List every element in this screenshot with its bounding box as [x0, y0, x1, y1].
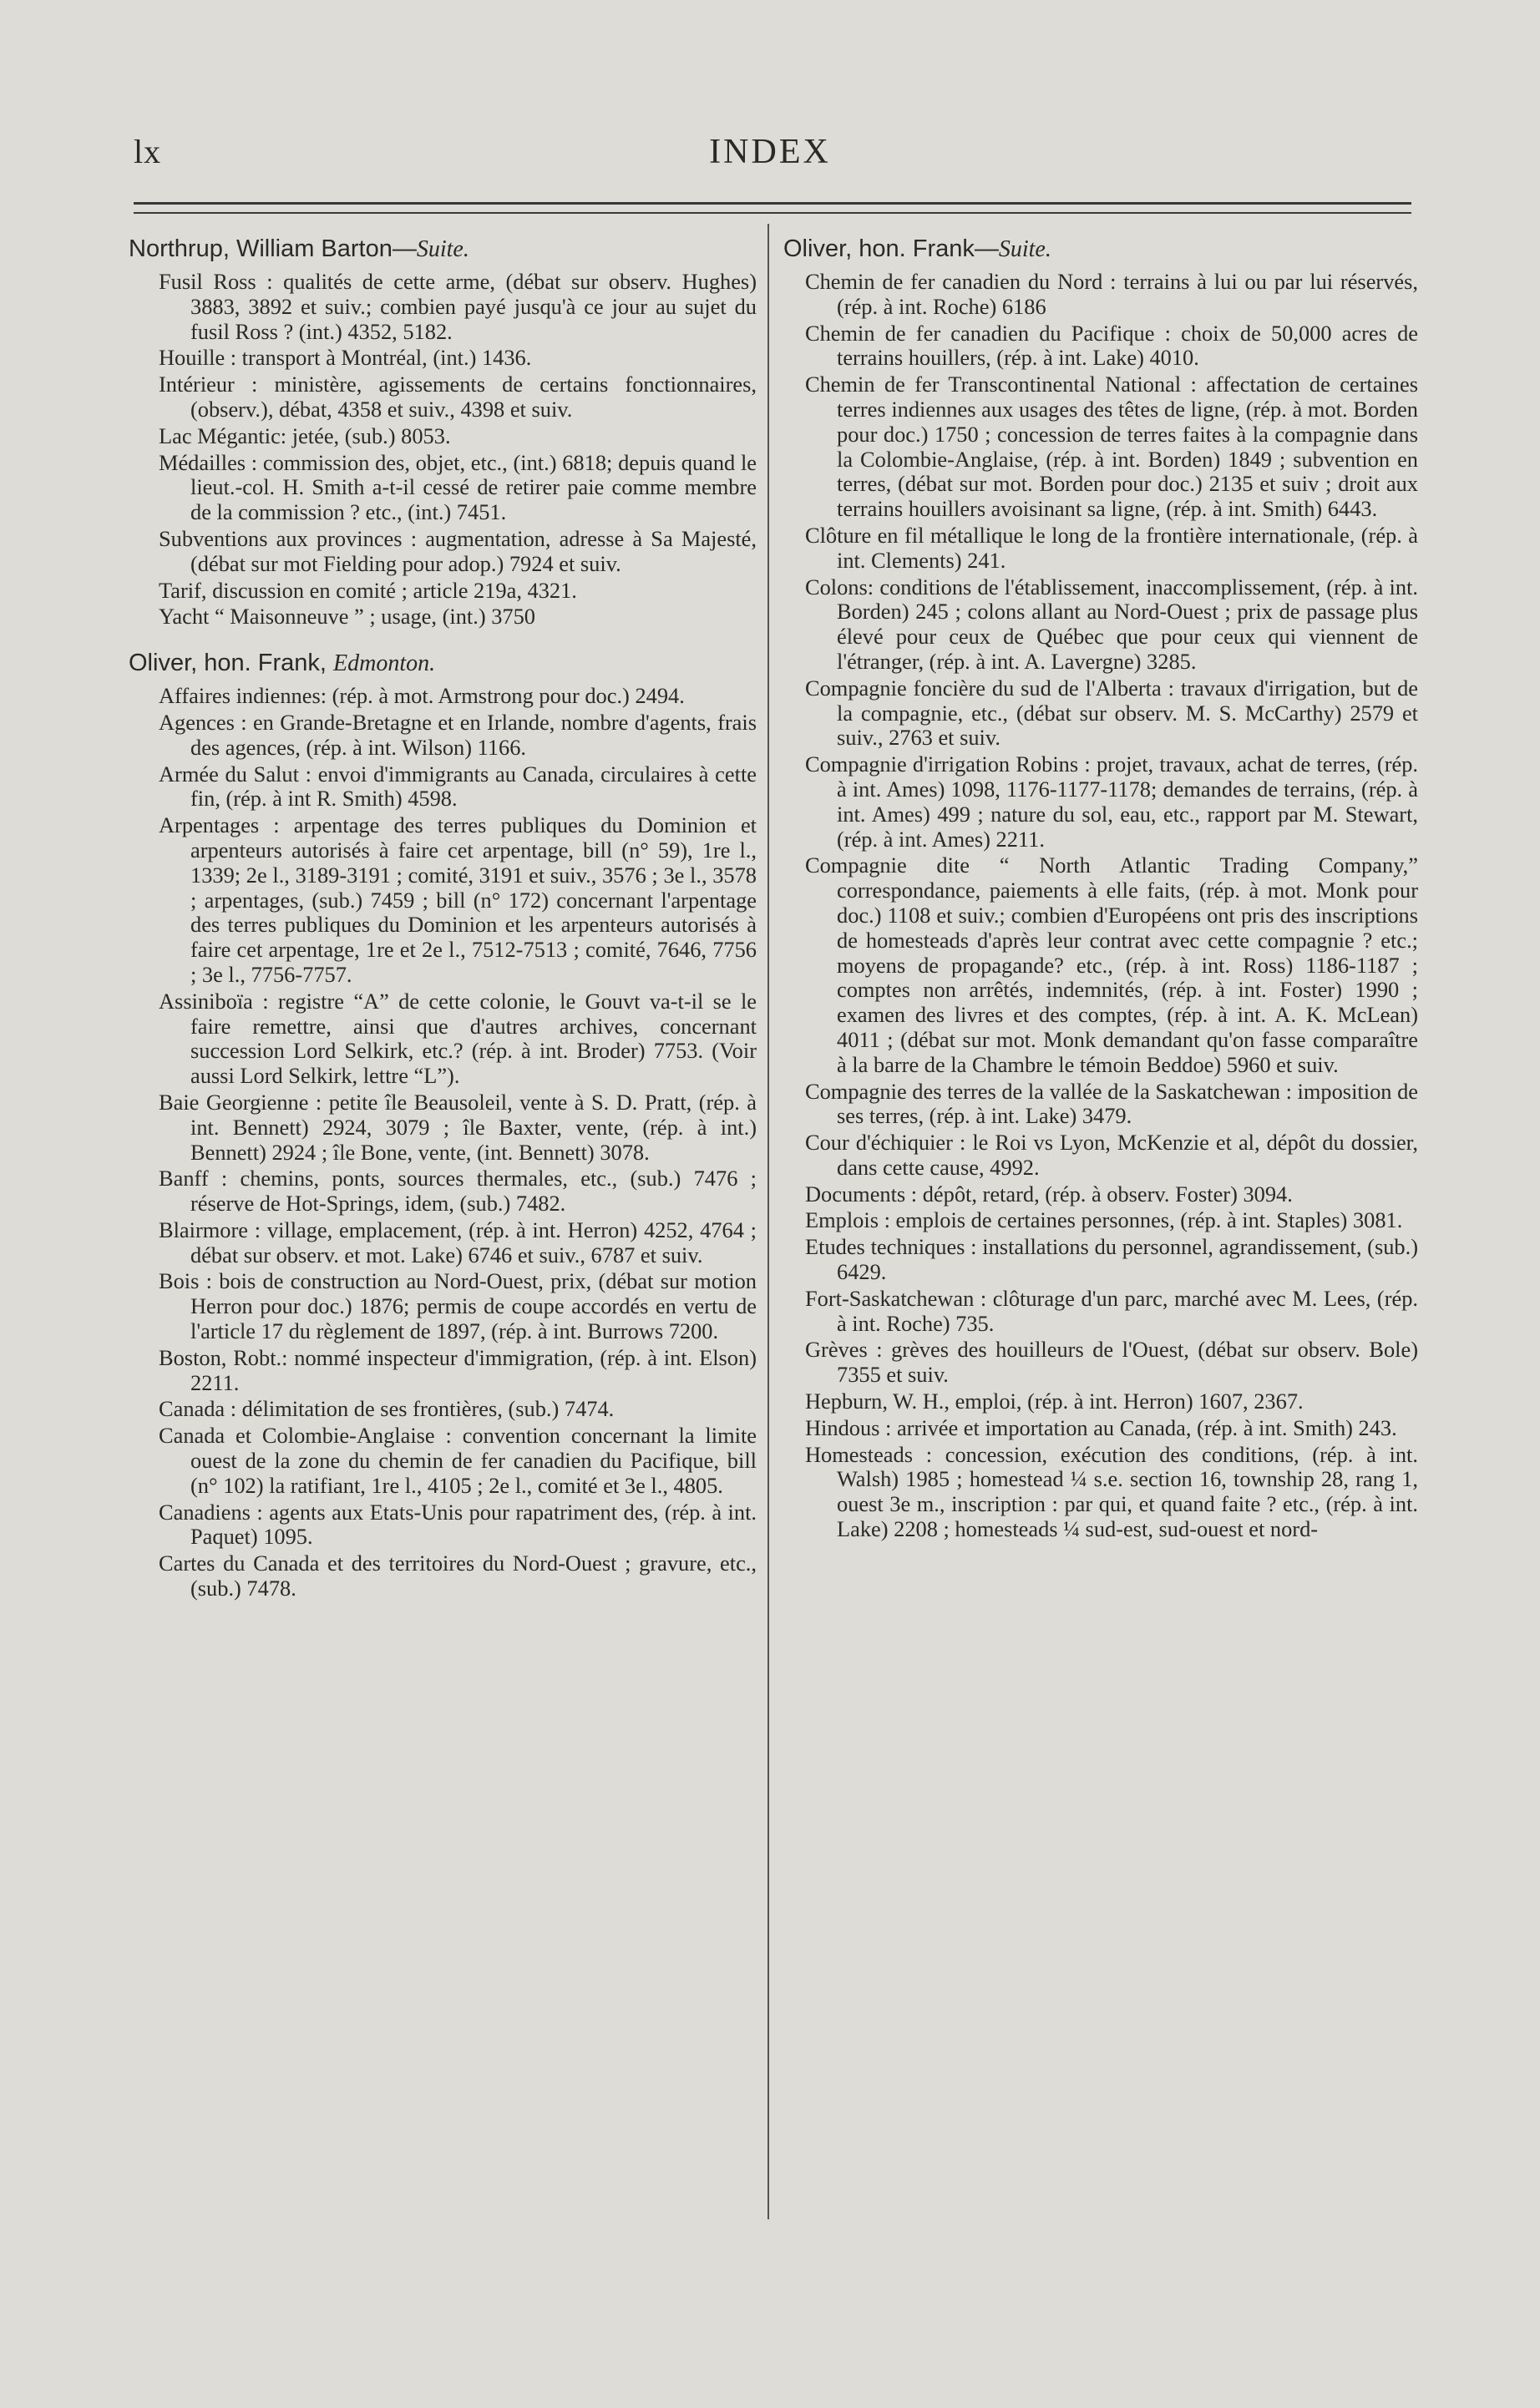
index-heading-oliver [129, 650, 757, 677]
index-entry: Cour d'échiquier : le Roi vs Lyon, McKenzie et al, dépôt du dossier, dans cette cause, 4992. [805, 1130, 1418, 1180]
index-entry: Documents : dépôt, retard, (rép. à observ. Foster) 3094. [805, 1181, 1293, 1207]
index-entry: Compagnie foncière du sud de l'Alberta : travaux d'irrigation, but de la compagnie, etc., (débat sur observ. M. S. McCarthy) 2579 et suiv., 2763 et suiv. [805, 675, 1418, 751]
index-entry: Fusil Ross : qualités de cette arme, (débat sur observ. Hughes) 3883, 3892 et suiv.; combien payé jusqu'à ce jour au sujet du fusil Ross ? (int.) 4352, 5182. [159, 269, 757, 344]
index-entry: Yacht “ Maisonneuve ” ; usage, (int.) 3750 [159, 604, 535, 630]
index-entry: Etudes techniques : installations du personnel, agrandissement, (sub.) 6429. [805, 1234, 1418, 1285]
index-heading-northrup [129, 235, 757, 263]
index-entry: Canadiens : agents aux Etats-Unis pour rapatriment des, (rép. à int. Paquet) 1095. [159, 1499, 757, 1550]
index-entry: Assiniboïa : registre “A” de cette colonie, le Gouvt va-t-il se le faire remettre, ainsi que d'autres archives, concernant succession Lord Selkirk, etc.? (rép. à int. Broder) 7753. (Voir aussi Lord Selkirk, lettre “L”). [159, 988, 757, 1089]
right-column [783, 235, 1418, 1544]
index-entry: Cartes du Canada et des territoires du Nord-Ouest ; gravure, etc., (sub.) 7478. [159, 1551, 757, 1601]
index-entry: Emplois : emplois de certaines personnes, (rép. à int. Staples) 3081. [805, 1207, 1403, 1233]
index-entry: Chemin de fer Transcontinental National : affectation de certaines terres indiennes aux usages des têtes de ligne, (rép. à mot. Borden pour doc.) 1750 ; concession de terres faites à la compagnie dans la Colombie-Anglaise, (rép. à int. Borden) 1849 ; subvention en terres, (débat sur mot. Borden pour doc.) 2135 et suiv ; droit aux terrains houillers avoisinant sa ligne, (rép. à int. Smith) 6443. [805, 372, 1418, 522]
heading-name: Oliver, hon. Frank— [783, 235, 999, 262]
index-entry: Clôture en fil métallique le long de la frontière internationale, (rép. à int. Clements) 241. [805, 522, 1418, 573]
index-entry: Armée du Salut : envoi d'immigrants au Canada, circulaires à cette fin, (rép. à int R. Smith) 4598. [159, 761, 757, 812]
page-number: lx [134, 133, 162, 170]
heading-suite: Suite. [998, 236, 1051, 262]
index-entry: Hindous : arrivée et importation au Canada, (rép. à int. Smith) 243. [805, 1414, 1397, 1440]
index-entry: Homesteads : concession, exécution des conditions, (rép. à int. Walsh) 1985 ; homestead ¼ s.e. section 16, township 28, rang 1, ouest 3e m., inscription : par qui, et quand faite ? etc., (rép. à int. Lake) 2208 ; homesteads ¼ sud-est, sud-ouest et nord- [805, 1441, 1418, 1542]
index-entry: Subventions aux provinces : augmentation, adresse à Sa Majesté, (débat sur mot Fielding pour adop.) 7924 et suiv. [159, 525, 757, 576]
index-entry: Grèves : grèves des houilleurs de l'Ouest, (débat sur observ. Bole) 7355 et suiv. [805, 1337, 1418, 1388]
index-entry: Fort-Saskatchewan : clôturage d'un parc, marché avec M. Lees, (rép. à int. Roche) 735. [805, 1285, 1418, 1336]
index-entry: Baie Georgienne : petite île Beausoleil, vente à S. D. Pratt, (rép. à int. Bennett) 2924, 3079 ; île Baxter, vente, (rép. à int.) Bennett) 2924 ; île Bone, vente, (int. Bennett) 3078. [159, 1089, 757, 1165]
section-gap [129, 631, 757, 650]
heading-place: Edmonton. [333, 650, 436, 677]
header-rule-top [134, 202, 1411, 205]
index-entry: Banff : chemins, ponts, sources thermales, etc., (sub.) 7476 ; réserve de Hot-Springs, idem, (sub.) 7482. [159, 1166, 757, 1217]
index-entry: Lac Mégantic: jetée, (sub.) 8053. [159, 422, 451, 448]
index-entry: Colons: conditions de l'établissement, inaccomplissement, (rép. à int. Borden) 245 ; colons allant au Nord-Ouest ; prix de passage plus élevé pour ceux de Québec que pour ceux qui viennent de l'étranger, (rép. à int. A. Lavergne) 3285. [805, 574, 1418, 674]
page-title: INDEX [709, 133, 831, 171]
index-entry: Agences : en Grande-Bretagne et en Irlande, nombre d'agents, frais des agences, (rép. à int. Wilson) 1166. [159, 709, 757, 760]
index-entry: Compagnie dite “ North Atlantic Trading Company,” correspondance, paiements à elle faits, (rép. à mot. Monk pour doc.) 1108 et suiv.; combien d'Européens ont pris des inscriptions de homesteads d'après leur contrat avec cette compagnie ? etc.; moyens de propagande? etc., (rép. à int. Ross) 1186-1187 ; comptes non arrêtés, indemnités, (rép. à int. Foster) 1990 ; examen des livres et des comptes, (rép. à int. A. K. McLean) 4011 ; (débat sur mot. Monk demandant qu'on fasse comparaître à la barre de la Chambre le témoin Beddoe) 5960 et suiv. [805, 852, 1418, 1077]
index-entry: Boston, Robt.: nommé inspecteur d'immigration, (rép. à int. Elson) 2211. [159, 1344, 757, 1395]
column-divider [767, 224, 769, 2219]
entry-list-northrup [129, 270, 757, 630]
heading-name: Northrup, William Barton— [129, 235, 417, 262]
index-entry: Hepburn, W. H., emploi, (rép. à int. Herron) 1607, 2367. [805, 1389, 1304, 1414]
index-entry: Canada : délimitation de ses frontières, (sub.) 7474. [159, 1396, 615, 1422]
index-entry: Bois : bois de construction au Nord-Ouest, prix, (débat sur motion Herron pour doc.) 1876; permis de coupe accordés en vertu de l'article 17 du règlement de 1897, (rép. à int. Burrows 7200. [159, 1268, 757, 1344]
index-entry: Médailles : commission des, objet, etc., (int.) 6818; depuis quand le lieut.-col. H. Smith a-t-il cessé de retirer paie comme membre de la commission ? etc., (int.) 7451. [159, 449, 757, 525]
heading-suite: Suite. [416, 236, 469, 262]
index-entry: Tarif, discussion en comité ; article 219a, 4321. [159, 577, 577, 603]
index-entry: Compagnie d'irrigation Robins : projet, travaux, achat de terres, (rép. à int. Ames) 1098, 1176-1177-1178; demandes de terrains, (rép. à int. Ames) 499 ; nature du sol, eau, etc., rapport par M. Stewart, (rép. à int. Ames) 2211. [805, 751, 1418, 852]
header-rule-bottom [134, 212, 1411, 214]
index-entry: Chemin de fer canadien du Pacifique : choix de 50,000 acres de terrains houillers, (rép. à int. Lake) 4010. [805, 320, 1418, 371]
heading-name: Oliver, hon. Frank, [129, 650, 333, 677]
entry-list-oliver [129, 684, 757, 1601]
index-entry: Chemin de fer canadien du Nord : terrains à lui ou par lui réservés, (rép. à int. Roche) 6186 [805, 269, 1418, 319]
index-entry: Canada et Colombie-Anglaise : convention concernant la limite ouest de la zone du chemin de fer canadien du Pacifique, bill (n° 102) la ratifiant, 1re l., 4105 ; 2e l., comité et 3e l., 4805. [159, 1423, 757, 1498]
index-heading-oliver-suite [783, 235, 1418, 263]
index-entry: Intérieur : ministère, agissements de certains fonctionnaires, (observ.), débat, 4358 et suiv., 4398 et suiv. [159, 372, 757, 422]
index-entry: Blairmore : village, emplacement, (rép. à int. Herron) 4252, 4764 ; débat sur observ. et mot. Lake) 6746 et suiv., 6787 et suiv. [159, 1217, 757, 1267]
left-column [129, 235, 757, 1603]
index-entry: Compagnie des terres de la vallée de la Saskatchewan : imposition de ses terres, (rép. à int. Lake) 3479. [805, 1078, 1418, 1129]
index-entry: Arpentages : arpentage des terres publiques du Dominion et arpenteurs autorisés à faire cet arpentage, bill (n° 59), 1re l., 1339; 2e l., 3189-3191 ; comité, 3191 et suiv., 3576 ; 3e l., 3578 ; arpentages, (sub.) 7459 ; bill (n° 172) concernant l'arpentage des terres publiques du Dominion et les arpenteurs autorisés à faire cet arpentage, 1re et 2e l., 7512-7513 ; comité, 7646, 7756 ; 3e l., 7756-7757. [159, 812, 757, 987]
index-entry: Houille : transport à Montréal, (int.) 1436. [159, 345, 532, 371]
entry-list-oliver-suite [783, 270, 1418, 1542]
index-entry: Affaires indiennes: (rép. à mot. Armstrong pour doc.) 2494. [159, 683, 685, 709]
